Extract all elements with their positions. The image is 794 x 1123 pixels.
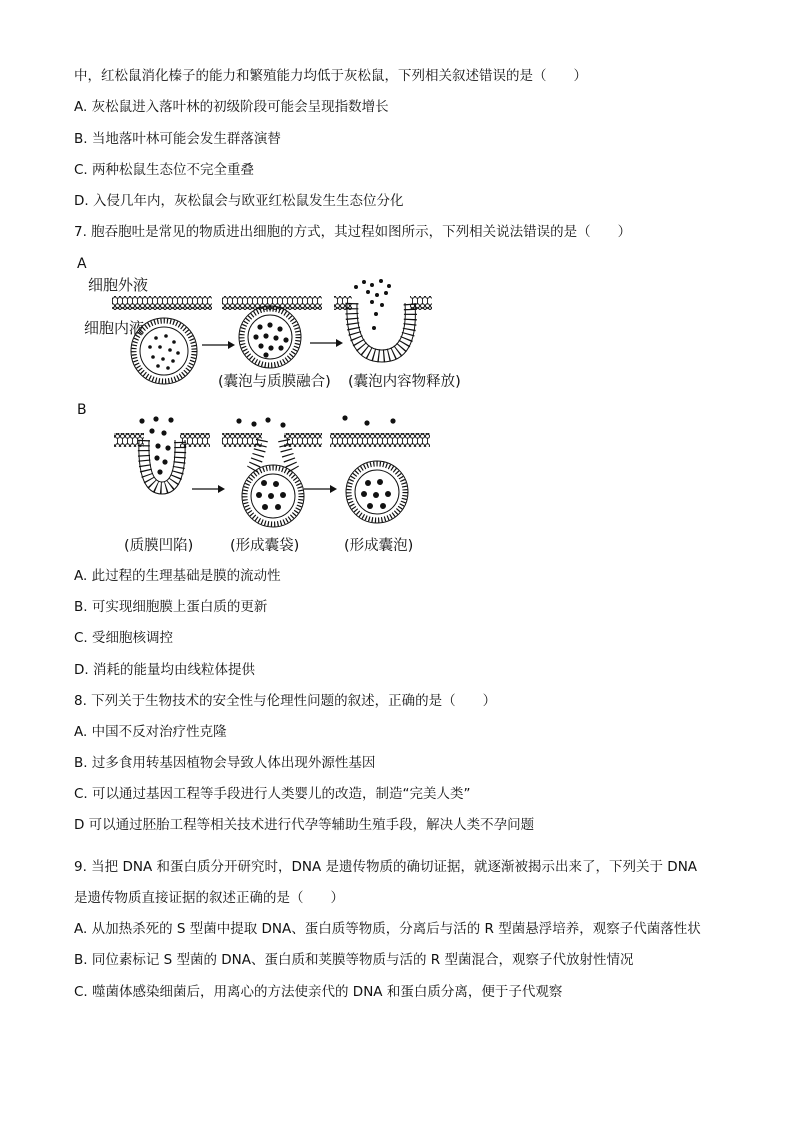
exocytosis-diagram: [0, 0, 794, 560]
q9-option-a[interactable]: A. 从加热杀死的 S 型菌中提取 DNA、蛋白质等物质，分离后与活的 R 型菌悬浮培养，观察子代菌落性状: [74, 921, 701, 937]
vesicle-a1: [131, 318, 197, 384]
q7-stem: 7. 胞吞胞吐是常见的物质进出细胞的方式，其过程如图所示，下列相关说法错误的是（ ）: [74, 224, 632, 240]
particles-b2: [236, 417, 286, 510]
membrane-b2: [222, 433, 322, 527]
released-particles-a3: [354, 279, 391, 330]
arrow-a2: [310, 339, 343, 347]
q9-stem-line-1: 9. 当把 DNA 和蛋白质分开研究时，DNA 是遗传物质的确切证据，就逐渐被揭示出来了，下列关于 DNA: [74, 859, 698, 875]
q6-option-c[interactable]: C. 两种松鼠生态位不完全重叠: [74, 162, 255, 178]
q9-stem-line-2: 是遗传物质直接证据的叙述正确的是（ ）: [74, 890, 344, 906]
membrane-a2: [222, 296, 322, 310]
membrane-b3: [330, 433, 430, 447]
panel-a-label: A: [77, 256, 87, 272]
q9-option-b[interactable]: B. 同位素标记 S 型菌的 DNA、蛋白质和荚膜等物质与活的 R 型菌混合，观察子代放射性情况: [74, 952, 634, 968]
outside-label: 细胞外液: [88, 276, 149, 294]
arrow-b2: [304, 485, 337, 493]
q6-stem-tail: 中，红松鼠消化榛子的能力和繁殖能力均低于灰松鼠，下列相关叙述错误的是（ ）: [74, 68, 587, 84]
arrow-b1: [192, 485, 225, 493]
q8-option-a[interactable]: A. 中国不反对治疗性克隆: [74, 724, 227, 740]
caption-a2: (囊泡内容物释放): [348, 374, 461, 390]
vesicle-b3: [346, 461, 408, 523]
q8-option-d[interactable]: D 可以通过胚胎工程等相关技术进行代孕等辅助生殖手段，解决人类不孕问题: [74, 817, 535, 833]
caption-b3: (形成囊泡): [344, 538, 414, 554]
caption-a1: (囊泡与质膜融合): [218, 374, 331, 390]
q7-option-a[interactable]: A. 此过程的生理基础是膜的流动性: [74, 568, 281, 584]
q6-option-d[interactable]: D. 入侵几年内，灰松鼠会与欧亚红松鼠发生生态位分化: [74, 193, 404, 209]
q9-option-c[interactable]: C. 噬菌体感染细菌后，用离心的方法使亲代的 DNA 和蛋白质分离，便于子代观察: [74, 984, 563, 1000]
q7-option-d[interactable]: D. 消耗的能量均由线粒体提供: [74, 662, 255, 678]
vesicle-a2: [239, 306, 301, 368]
q7-option-b[interactable]: B. 可实现细胞膜上蛋白质的更新: [74, 599, 268, 615]
q7-option-c[interactable]: C. 受细胞核调控: [74, 630, 174, 646]
arrow-a1: [202, 341, 235, 349]
membrane-b1: [114, 433, 210, 494]
q6-option-b[interactable]: B. 当地落叶林可能会发生群落演替: [74, 131, 281, 147]
caption-b2: (形成囊袋): [230, 538, 300, 554]
q8-stem: 8. 下列关于生物技术的安全性与伦理性问题的叙述，正确的是（ ）: [74, 693, 497, 709]
caption-b1: (质膜凹陷): [124, 538, 194, 554]
q6-option-a[interactable]: A. 灰松鼠进入落叶林的初级阶段可能会呈现指数增长: [74, 99, 389, 115]
membrane-a1: [112, 296, 212, 310]
q8-option-b[interactable]: B. 过多食用转基因植物会导致人体出现外源性基因: [74, 755, 376, 771]
inside-label: 细胞内液: [84, 319, 145, 337]
panel-b-label: B: [77, 402, 87, 418]
q8-option-c[interactable]: C. 可以通过基因工程等手段进行人类婴儿的改造，制造“完美人类”: [74, 786, 471, 802]
